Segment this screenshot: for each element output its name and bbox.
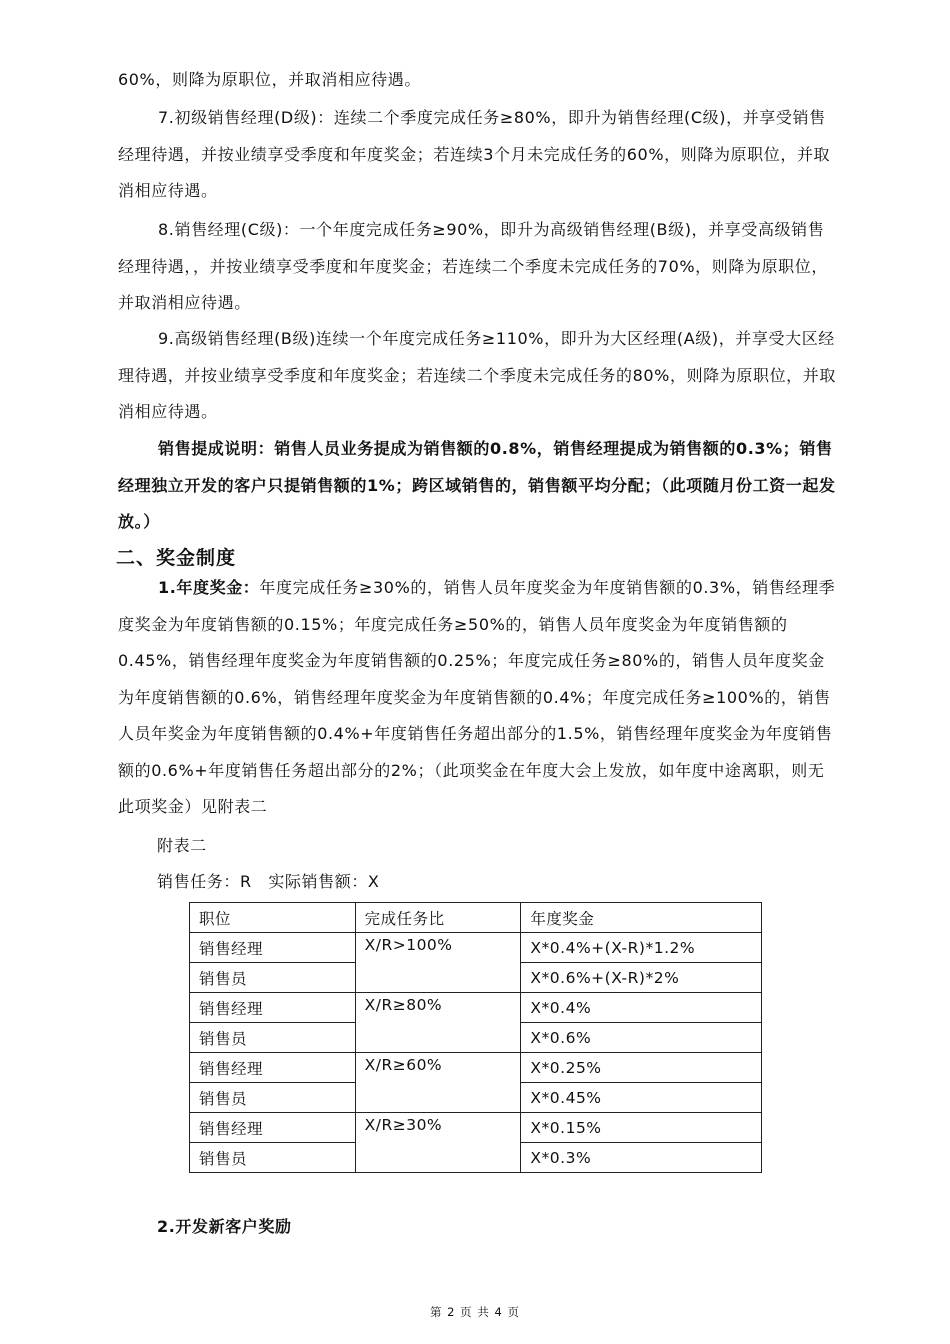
cell-position: 销售经理	[190, 933, 356, 963]
cell-position: 销售经理	[190, 993, 356, 1023]
header-position: 职位	[190, 903, 356, 933]
page-number-footer: 第 2 页 共 4 页	[430, 1305, 520, 1319]
paragraph-rule-8: 8.销售经理(C级)：一个年度完成任务≥90%，即升为高级销售经理(B级)，并享受高级销售经理待遇，，并按业绩享受季度和年度奖金；若连续二个季度未完成任务的70%，则降为原职位，并取消相应待遇。	[118, 220, 828, 312]
cell-position: 销售经理	[190, 1053, 356, 1083]
header-annual-bonus: 年度奖金	[521, 903, 762, 933]
table-row	[190, 1113, 762, 1143]
table-row	[190, 993, 762, 1023]
cell-position: 销售员	[190, 1023, 356, 1053]
cell-rate: X/R≥60%	[355, 1053, 521, 1113]
annual-bonus-table	[189, 902, 762, 1173]
section-title-bonus: 二、奖金制度	[116, 547, 237, 569]
header-completion-ratio: 完成任务比	[355, 903, 521, 933]
table-row	[190, 1053, 762, 1083]
cell-bonus: X*0.15%	[521, 1113, 762, 1143]
cell-bonus: X*0.25%	[521, 1053, 762, 1083]
table-header-row	[190, 903, 762, 933]
cell-bonus: X*0.6%	[521, 1023, 762, 1053]
paragraph-rule-7: 7.初级销售经理(D级)：连续二个季度完成任务≥80%，即升为销售经理(C级)，并享受销售经理待遇，并按业绩享受季度和年度奖金；若连续3个月未完成任务的60%，则降为原职位，并取消相应待遇。	[118, 108, 831, 200]
cell-position: 销售经理	[190, 1113, 356, 1143]
cell-bonus: X*0.4%	[521, 993, 762, 1023]
cell-position: 销售员	[190, 1083, 356, 1113]
cell-bonus: X*0.4%+(X-R)*1.2%	[521, 933, 762, 963]
cell-bonus: X*0.45%	[521, 1083, 762, 1113]
cell-rate: X/R≥80%	[355, 993, 521, 1053]
appendix-label: 附表二	[157, 836, 207, 855]
table-legend: 销售任务：R 实际销售额：X	[157, 872, 380, 891]
paragraph-annual-bonus	[118, 570, 838, 826]
cell-rate: X/R>100%	[355, 933, 521, 993]
cell-bonus: X*0.6%+(X-R)*2%	[521, 963, 762, 993]
cell-bonus: X*0.3%	[521, 1143, 762, 1173]
subheading-new-client-reward: 2.开发新客户奖励	[157, 1217, 292, 1236]
paragraph-commission: 销售提成说明：销售人员业务提成为销售额的0.8%，销售经理提成为销售额的0.3%；销售经理独立开发的客户只提销售额的1%；跨区域销售的，销售额平均分配；（此项随月份工资一起发放。）	[118, 439, 836, 531]
cell-position: 销售员	[190, 963, 356, 993]
cell-rate: X/R≥30%	[355, 1113, 521, 1173]
annual-bonus-text: 年度完成任务≥30%的，销售人员年度奖金为年度销售额的0.3%，销售经理季度奖金为年度销售额的0.15%；年度完成任务≥50%的，销售人员年度奖金为年度销售额的0.45%，销售经理年度奖金为年度销售额的0.25%；年度完成任务≥80%的，销售人员年度奖金为年度销售额的0.6%，销售经理年度奖金为年度销售额的0.4%；年度完成任务≥100%的，销售人员年奖金为年度销售额的0.4%+年度销售任务超出部分的1.5%，销售经理年度奖金为年度销售额的0.6%+年度销售任务超出部分的2%；（此项奖金在年度大会上发放，如年度中途离职，则无此项奖金）见附表二	[118, 578, 836, 816]
paragraph-continuation: 60%，则降为原职位，并取消相应待遇。	[118, 70, 421, 89]
paragraph-rule-9: 9.高级销售经理(B级)连续一个年度完成任务≥110%，即升为大区经理(A级)，并享受大区经理待遇，并按业绩享受季度和年度奖金；若连续二个季度未完成任务的80%，则降为原职位，并取消相应待遇。	[118, 329, 836, 421]
table-row	[190, 933, 762, 963]
cell-position: 销售员	[190, 1143, 356, 1173]
annual-bonus-label: 1.年度奖金：	[158, 578, 260, 597]
